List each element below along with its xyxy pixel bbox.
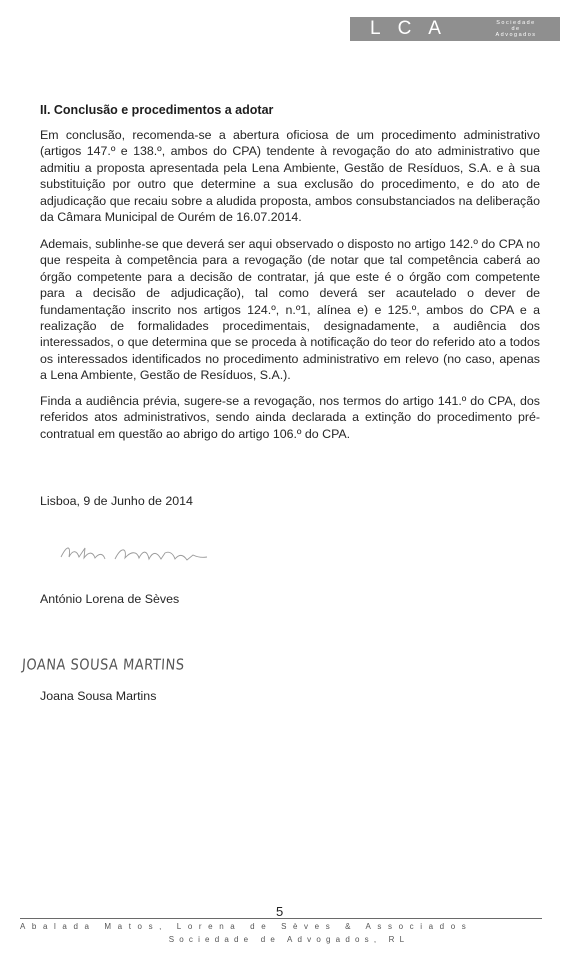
firm-logo: [350, 17, 560, 41]
page-number: 5: [276, 904, 284, 919]
section-heading: II. Conclusão e procedimentos a adotar: [40, 103, 274, 117]
paragraph-procedure: Ademais, sublinhe-se que deverá ser aqui observado o disposto no artigo 142.º do CPA no que respeita à competência para a revogação (de notar que tal competência caberá ao órgão competente para a decisão de contratar, já que este é o órgão com competente para a decisão de adjudicação), tal como deverá ser acautelado o dever de fundamentação inscrito nos artigos 124.º, n.º1, alínea e) e 125.º, ambos do CPA e a realização de formalidades procedimentais, designadamente, a audiência dos interessados, o que determina que se proceda à notificação do teor do referido ato a todos os interessados identificados no procedimento administrativo em relevo (no caso, apenas a Lena Ambiente, Gestão de Resíduos, S.A.).: [40, 237, 540, 383]
logo-text: LCA: [370, 18, 458, 39]
logo-subtitle: Sociedade de Advogados: [495, 20, 537, 38]
footer-firm-type: Sociedade de Advogados, RL: [168, 935, 410, 944]
signature-joana-sousa-martins: JOANA SOUSA MARTINS: [21, 656, 185, 675]
paragraph-recommendation: Finda a audiência prévia, sugere-se a revogação, nos termos do artigo 141.º do CPA, dos referidos atos administrativos, sendo ainda declarada a extinção do procedimento pré-contratual em questão ao abrigo do artigo 106.º do CPA.: [40, 394, 540, 441]
signatory-name-1: António Lorena de Sèves: [40, 592, 180, 606]
signature-antonio-lorena: [57, 539, 217, 567]
footer-divider: [20, 918, 542, 919]
paragraph-conclusion: Em conclusão, recomenda-se a abertura oficiosa de um procedimento administrativo (artigos 147.º e 138.º, ambos do CPA) tendente à revogação do ato administrativo que admitiu a proposta apresentada pela Lena Ambiente, Gestão de Resíduos, S.A. e à sua substituição por outro que determine a sua exclusão do procedimento, e do ato de adjudicação que recaiu sobre a aludida proposta, ambos consubstanciados na deliberação da Câmara Municipal de Ourém de 16.07.2014.: [40, 128, 540, 225]
place-date: Lisboa, 9 de Junho de 2014: [40, 494, 193, 508]
signatory-name-2: Joana Sousa Martins: [40, 689, 157, 703]
footer-firm-name: Abalada Matos, Lorena de Sèves & Associados: [20, 922, 473, 931]
